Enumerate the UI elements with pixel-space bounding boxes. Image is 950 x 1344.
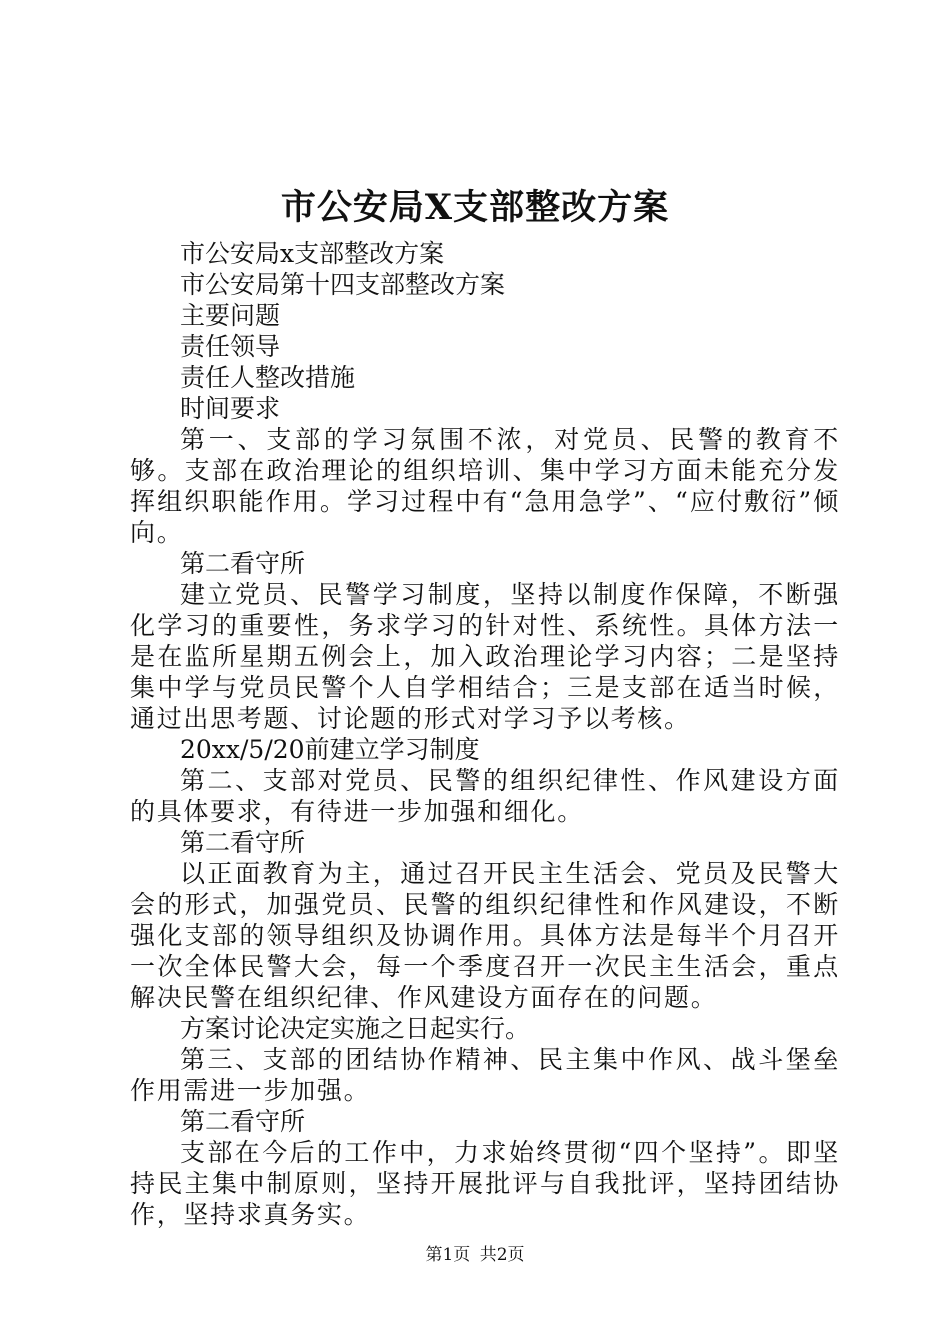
column-heading-line: 责任领导 bbox=[180, 332, 281, 361]
responsible-unit-2: 第二看守所 bbox=[180, 828, 306, 857]
problem-paragraph-3: 第三、支部的团结协作精神、民主集中作风、战斗堡垒作用需进一步加强。 bbox=[130, 1045, 840, 1105]
problem-paragraph-1: 第一、支部的学习氛围不浓，对党员、民警的教育不够。支部在政治理论的组织培训、集中学习方面未能充分发挥组织职能作用。学习过程中有“急用急学”、“应付敷衍”倾向。 bbox=[130, 425, 840, 547]
measure-paragraph-3: 支部在今后的工作中，力求始终贯彻“四个坚持”。即坚持民主集中制原则，坚持开展批评与自我批评，坚持团结协作，坚持求真务实。 bbox=[130, 1138, 840, 1229]
measure-paragraph-1: 建立党员、民警学习制度，坚持以制度作保障，不断强化学习的重要性，务求学习的针对性、系统性。具体方法一是在监所星期五例会上，加入政治理论学习内容；二是坚持集中学与党员民警个人自学相结合；三是支部在适当时候，通过出思考题、讨论题的形式对学习予以考核。 bbox=[130, 580, 840, 733]
responsible-unit-1: 第二看守所 bbox=[180, 549, 306, 578]
responsible-unit-3: 第二看守所 bbox=[180, 1107, 306, 1136]
measure-paragraph-2: 以正面教育为主，通过召开民主生活会、党员及民警大会的形式，加强党员、民警的组织纪律性和作风建设，不断强化支部的领导组织及协调作用。具体方法是每半个月召开一次全体民警大会，每一个季度召开一次民主生活会，重点解决民警在组织纪律、作风建设方面存在的问题。 bbox=[130, 859, 840, 1012]
page-footer bbox=[0, 1243, 950, 1267]
page-number: 第1页 bbox=[425, 1245, 471, 1265]
subtitle-line: 市公安局第十四支部整改方案 bbox=[180, 270, 506, 299]
document-body bbox=[130, 238, 840, 1230]
deadline-2: 方案讨论决定实施之日起实行。 bbox=[180, 1014, 531, 1043]
column-heading-line: 时间要求 bbox=[180, 394, 281, 423]
deadline-1: 20xx/5/20前建立学习制度 bbox=[180, 735, 480, 764]
column-heading-line: 责任人整改措施 bbox=[180, 363, 356, 392]
subtitle-line: 市公安局x支部整改方案 bbox=[180, 239, 445, 268]
column-heading-line: 主要问题 bbox=[180, 301, 281, 330]
problem-paragraph-2: 第二、支部对党员、民警的组织纪律性、作风建设方面的具体要求，有待进一步加强和细化。 bbox=[130, 766, 840, 826]
page-total: 共2页 bbox=[479, 1245, 525, 1265]
document-title: 市公安局X支部整改方案 bbox=[280, 187, 670, 228]
